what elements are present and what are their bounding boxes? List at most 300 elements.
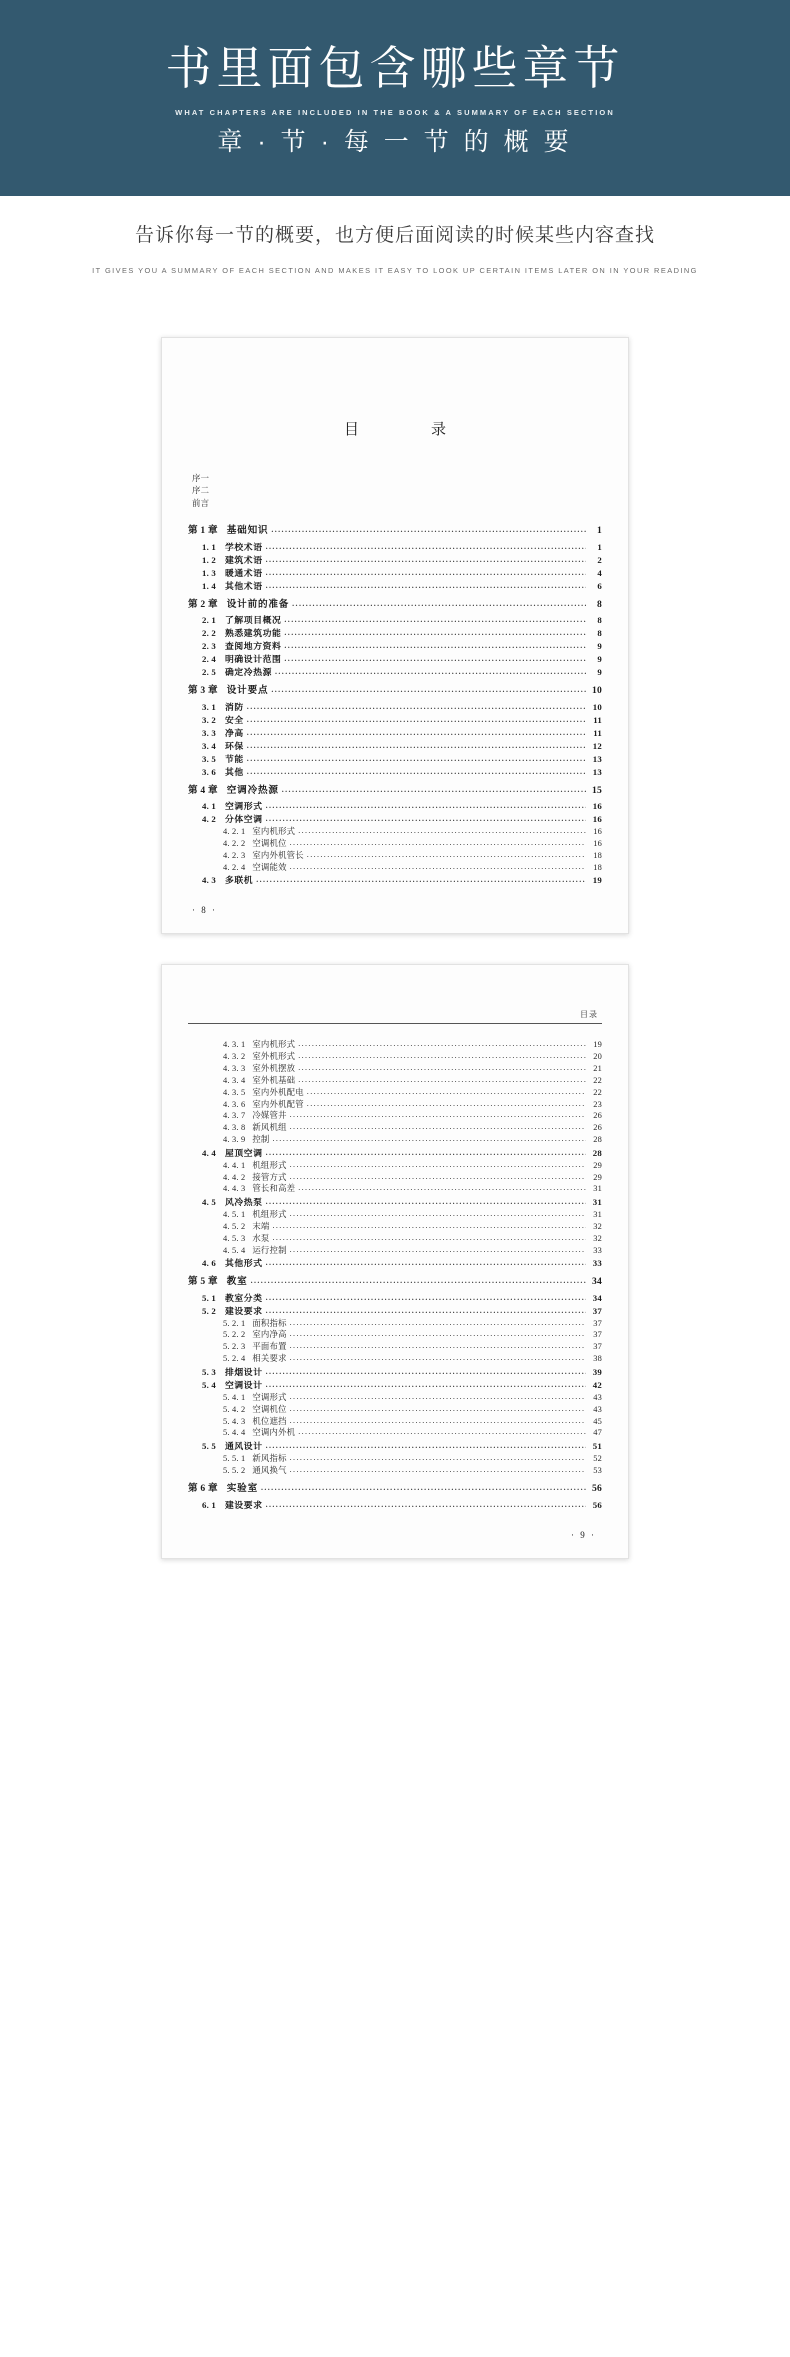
- toc-entry-list: [188, 1037, 602, 1513]
- toc-entry-chapter[interactable]: [188, 1484, 602, 1494]
- toc-entry-page-number: 11: [593, 714, 602, 725]
- toc-entry-page-number: 11: [593, 727, 602, 738]
- toc-entry-label: 教室: [226, 1275, 248, 1287]
- toc-entry-number: 4. 2. 4: [223, 863, 246, 873]
- toc-entry-label: 运行控制: [252, 1245, 287, 1255]
- toc-entry-section[interactable]: [188, 629, 602, 638]
- toc-leader-dots: [298, 1040, 586, 1048]
- toc-entry-page-number: 37: [593, 1318, 602, 1328]
- toc-entry-number: 5. 5. 1: [223, 1453, 246, 1463]
- toc-leader-dots: [271, 526, 586, 534]
- toc-entry-label: 节能: [225, 753, 244, 764]
- toc-entry-sub[interactable]: [188, 1124, 602, 1132]
- toc-entry-page-number: 12: [592, 740, 602, 751]
- toc-entry-label: 空调形式: [225, 801, 263, 812]
- toc-entry-sub[interactable]: [188, 828, 602, 836]
- toc-leader-dots: [266, 1149, 586, 1157]
- toc-entry-sub[interactable]: [188, 1406, 602, 1414]
- toc-entry-section[interactable]: [188, 815, 602, 824]
- toc-leader-dots: [298, 1428, 586, 1436]
- toc-leader-dots: [266, 1259, 586, 1267]
- toc-entry-label: 空调能效: [252, 863, 287, 873]
- toc-entry-label: 查阅地方资料: [225, 641, 282, 652]
- toc-leader-dots: [298, 1052, 586, 1060]
- toc-entry-label: 室内净高: [252, 1330, 287, 1340]
- hero-title: 书里面包含哪些章节: [165, 42, 625, 94]
- toc-entry-sub[interactable]: [188, 1343, 602, 1351]
- toc-entry-label: 教室分类: [225, 1292, 263, 1303]
- toc-entry-page-number: 52: [593, 1453, 602, 1463]
- toc-entry-number: 1. 2: [202, 554, 216, 565]
- running-header-rule: [188, 1023, 602, 1024]
- toc-entry-page-number: 33: [593, 1245, 602, 1255]
- toc-leader-dots: [298, 1184, 586, 1192]
- toc-entry-page-number: 45: [593, 1416, 602, 1426]
- toc-leader-dots: [290, 1123, 586, 1131]
- toc-entry-page-number: 26: [593, 1111, 602, 1121]
- toc-entry-page-number: 10: [592, 701, 602, 712]
- toc-entry-label: 机位遮挡: [252, 1416, 287, 1426]
- toc-entry-page-number: 43: [593, 1404, 602, 1414]
- toc-leader-dots: [266, 556, 586, 564]
- toc-entry-page-number: 32: [593, 1221, 602, 1231]
- toc-entry-sub[interactable]: [188, 1112, 602, 1120]
- toc-entry-page-number: 15: [592, 784, 602, 796]
- toc-entry-page-number: 56: [592, 1499, 602, 1510]
- toc-leader-dots: [284, 642, 586, 650]
- toc-entry-section[interactable]: [188, 569, 602, 578]
- toc-entry-page-number: 31: [592, 1196, 602, 1207]
- toc-entry-label: 空调设计: [225, 1379, 263, 1390]
- toc-entry-page-number: 47: [593, 1428, 602, 1438]
- toc-entry-page-number: 23: [593, 1099, 602, 1109]
- toc-entry-number: 5. 2: [202, 1305, 216, 1316]
- toc-entry-page-number: 37: [593, 1342, 602, 1352]
- toc-entry-section[interactable]: [188, 616, 602, 625]
- toc-leader-dots: [290, 1319, 586, 1327]
- toc-entry-number: 4. 6: [202, 1257, 216, 1268]
- toc-entry-page-number: 20: [593, 1051, 602, 1061]
- toc-leader-dots: [266, 1442, 586, 1450]
- toc-leader-dots: [290, 1330, 586, 1338]
- toc-entry-number: 4. 5. 1: [223, 1209, 246, 1219]
- toc-entry-chapter[interactable]: [188, 686, 602, 696]
- toc-entry-page-number: 16: [592, 814, 602, 825]
- toc-entry-page-number: 19: [592, 875, 602, 886]
- toc-entry-label: 其他: [225, 766, 244, 777]
- toc-entry-number: 3. 3: [202, 727, 216, 738]
- toc-entry-sub[interactable]: [188, 1418, 602, 1426]
- toc-entry-number: 5. 5: [202, 1440, 216, 1451]
- toc-entry-sub[interactable]: [188, 1247, 602, 1255]
- toc-entry-number: 第 5 章: [188, 1275, 218, 1287]
- toc-entry-sub[interactable]: [188, 1455, 602, 1463]
- toc-leader-dots: [266, 1501, 586, 1509]
- toc-entry-number: 4. 2. 1: [223, 827, 246, 837]
- toc-leader-dots: [290, 1210, 586, 1218]
- toc-entry-sub[interactable]: [188, 1394, 602, 1402]
- toc-entry-number: 4. 2: [202, 814, 216, 825]
- toc-entry-page-number: 8: [597, 615, 602, 626]
- toc-entry-number: 3. 1: [202, 701, 216, 712]
- toc-entry-number: 5. 2. 2: [223, 1330, 246, 1340]
- toc-entry-sub[interactable]: [188, 1211, 602, 1219]
- toc-entry-number: 4. 3. 2: [223, 1051, 246, 1061]
- toc-entry-label: 分体空调: [225, 814, 263, 825]
- front-matter-item: 前言: [192, 499, 210, 509]
- toc-entry-section[interactable]: [188, 742, 602, 751]
- toc-leader-dots: [266, 1381, 586, 1389]
- toc-entry-page-number: 2: [597, 554, 602, 565]
- toc-entry-number: 2. 1: [202, 615, 216, 626]
- toc-entry-chapter[interactable]: [188, 600, 602, 610]
- toc-entry-sub[interactable]: [188, 840, 602, 848]
- toc-entry-sub[interactable]: [188, 864, 602, 872]
- toc-leader-dots: [266, 1368, 586, 1376]
- toc-entry-page-number: 19: [593, 1039, 602, 1049]
- toc-entry-number: 4. 3. 7: [223, 1111, 246, 1121]
- toc-entry-page-number: 26: [593, 1123, 602, 1133]
- toc-entry-label: 空调形式: [252, 1392, 287, 1402]
- toc-entry-label: 环保: [225, 740, 244, 751]
- toc-entry-sub[interactable]: [188, 1174, 602, 1182]
- toc-entry-label: 设计要点: [226, 685, 269, 697]
- toc-entry-page-number: 22: [593, 1087, 602, 1097]
- toc-entry-sub[interactable]: [188, 1429, 602, 1437]
- toc-entry-section[interactable]: [188, 1149, 602, 1158]
- front-matter-item: 序一: [192, 473, 210, 483]
- toc-entry-page-number: 10: [592, 685, 602, 697]
- hero-english-subtitle: WHAT CHAPTERS ARE INCLUDED IN THE BOOK & A SUMMARY OF EACH SECTION: [175, 107, 615, 117]
- toc-entry-label: 室内外机管长: [252, 851, 304, 861]
- toc-entry-page-number: 42: [592, 1379, 602, 1390]
- toc-leader-dots: [273, 1135, 587, 1143]
- toc-entry-chapter[interactable]: [188, 786, 602, 796]
- toc-entry-label: 暖通术语: [225, 567, 263, 578]
- toc-leader-dots: [290, 1246, 586, 1254]
- toc-entry-page-number: 53: [593, 1465, 602, 1475]
- toc-entry-page-number: 16: [593, 839, 602, 849]
- toc-entry-number: 4. 3. 4: [223, 1075, 246, 1085]
- toc-entry-section[interactable]: [188, 556, 602, 565]
- toc-entry-label: 空调机位: [252, 1404, 287, 1414]
- toc-entry-section[interactable]: [188, 1198, 602, 1207]
- toc-entry-page-number: 37: [592, 1305, 602, 1316]
- toc-entry-label: 通风换气: [252, 1465, 287, 1475]
- toc-entry-number: 第 1 章: [188, 524, 218, 536]
- toc-entry-page-number: 28: [593, 1135, 602, 1145]
- toc-entry-label: 空调内外机: [252, 1428, 296, 1438]
- page-title: 目 录: [343, 421, 460, 438]
- toc-entry-number: 4. 5. 2: [223, 1221, 246, 1231]
- toc-leader-dots: [292, 600, 586, 608]
- toc-entry-number: 第 2 章: [188, 598, 218, 610]
- toc-entry-page-number: 16: [593, 827, 602, 837]
- intro-section: [0, 196, 790, 309]
- front-matter-list: [188, 473, 602, 511]
- toc-entry-section[interactable]: [188, 1307, 602, 1316]
- toc-entry-section[interactable]: [188, 768, 602, 777]
- toc-entry-number: 第 3 章: [188, 685, 218, 697]
- toc-entry-number: 5. 2. 1: [223, 1318, 246, 1328]
- toc-entry-list: [188, 517, 602, 890]
- toc-entry-label: 相关要求: [252, 1354, 287, 1364]
- toc-entry-label: 安全: [225, 714, 244, 725]
- toc-leader-dots: [298, 1076, 586, 1084]
- toc-entry-page-number: 8: [597, 628, 602, 639]
- toc-leader-dots: [266, 802, 586, 810]
- toc-page-2: [161, 964, 629, 1558]
- toc-entry-sub[interactable]: [188, 1320, 602, 1328]
- toc-entry-label: 其他术语: [225, 580, 263, 591]
- toc-entry-label: 净高: [225, 727, 244, 738]
- toc-entry-number: 5. 5. 2: [223, 1465, 246, 1475]
- toc-leader-dots: [290, 1405, 586, 1413]
- toc-entry-label: 空调机位: [252, 839, 287, 849]
- toc-entry-label: 建设要求: [225, 1305, 263, 1316]
- hero-chinese-subtitle: 章 · 节 · 每 一 节 的 概 要: [217, 127, 573, 156]
- toc-entry-label: 确定冷热源: [225, 667, 272, 678]
- toc-leader-dots: [290, 1417, 586, 1425]
- toc-entry-number: 5. 4. 2: [223, 1404, 246, 1414]
- toc-entry-number: 4. 3: [202, 875, 216, 886]
- toc-leader-dots: [266, 1198, 586, 1206]
- page-folio: · 8 ·: [192, 905, 217, 916]
- toc-leader-dots: [290, 1466, 586, 1474]
- toc-entry-label: 熟悉建筑功能: [225, 628, 282, 639]
- toc-leader-dots: [284, 616, 586, 624]
- toc-entry-label: 其他形式: [225, 1257, 263, 1268]
- toc-entry-label: 屋顶空调: [225, 1147, 263, 1158]
- toc-entry-page-number: 8: [597, 598, 602, 610]
- toc-entry-chapter[interactable]: [188, 1277, 602, 1287]
- toc-entry-section[interactable]: [188, 1501, 602, 1510]
- toc-entry-number: 1. 4: [202, 580, 216, 591]
- toc-entry-label: 设计前的准备: [226, 598, 290, 610]
- toc-leader-dots: [247, 742, 586, 750]
- toc-entry-label: 末端: [252, 1221, 270, 1231]
- toc-entry-section[interactable]: [188, 1442, 602, 1451]
- toc-leader-dots: [247, 729, 586, 737]
- toc-entry-page-number: 9: [597, 641, 602, 652]
- toc-entry-label: 建设要求: [225, 1499, 263, 1510]
- toc-leader-dots: [266, 1307, 586, 1315]
- toc-entry-label: 接管方式: [252, 1172, 287, 1182]
- toc-leader-dots: [290, 863, 586, 871]
- toc-entry-sub[interactable]: [188, 1355, 602, 1363]
- toc-leader-dots: [266, 569, 586, 577]
- toc-entry-label: 水泵: [252, 1233, 270, 1243]
- toc-entry-page-number: 31: [593, 1209, 602, 1219]
- toc-entry-sub[interactable]: [188, 1053, 602, 1061]
- toc-entry-page-number: 31: [593, 1184, 602, 1194]
- toc-entry-page-number: 9: [597, 654, 602, 665]
- toc-leader-dots: [298, 1064, 586, 1072]
- toc-entry-section[interactable]: [188, 716, 602, 725]
- toc-entry-label: 室外机形式: [252, 1051, 296, 1061]
- toc-entry-label: 通风设计: [225, 1440, 263, 1451]
- toc-entry-label: 风冷热泵: [225, 1196, 263, 1207]
- toc-entry-number: 2. 4: [202, 654, 216, 665]
- toc-entry-page-number: 6: [597, 580, 602, 591]
- toc-entry-page-number: 1: [597, 541, 602, 552]
- toc-entry-section[interactable]: [188, 642, 602, 651]
- toc-entry-number: 4. 3. 9: [223, 1135, 246, 1145]
- toc-entry-page-number: 37: [593, 1330, 602, 1340]
- hero-banner: [0, 0, 790, 196]
- toc-entry-page-number: 38: [593, 1354, 602, 1364]
- toc-entry-page-number: 18: [593, 863, 602, 873]
- toc-leader-dots: [251, 1277, 586, 1285]
- toc-entry-label: 控制: [252, 1135, 270, 1145]
- toc-entry-chapter[interactable]: [188, 526, 602, 536]
- toc-entry-section[interactable]: [188, 729, 602, 738]
- toc-entry-page-number: 51: [592, 1440, 602, 1451]
- page-folio: · 9 ·: [571, 1529, 596, 1540]
- toc-entry-number: 4. 3. 1: [223, 1039, 246, 1049]
- toc-entry-page-number: 16: [592, 801, 602, 812]
- toc-entry-number: 4. 2. 2: [223, 839, 246, 849]
- toc-entry-page-number: 34: [592, 1292, 602, 1303]
- toc-entry-label: 室内外机配管: [252, 1099, 304, 1109]
- toc-entry-sub[interactable]: [188, 1162, 602, 1170]
- toc-entry-number: 5. 4. 4: [223, 1428, 246, 1438]
- toc-entry-label: 了解项目概况: [225, 615, 282, 626]
- toc-entry-number: 2. 2: [202, 628, 216, 639]
- toc-entry-section[interactable]: [188, 1294, 602, 1303]
- toc-entry-number: 4. 3. 3: [223, 1063, 246, 1073]
- front-matter-item: 序二: [192, 486, 210, 496]
- toc-entry-sub[interactable]: [188, 1235, 602, 1243]
- toc-entry-label: 消防: [225, 701, 244, 712]
- toc-entry-number: 1. 3: [202, 567, 216, 578]
- toc-entry-section[interactable]: [188, 1259, 602, 1268]
- toc-entry-section[interactable]: [188, 802, 602, 811]
- toc-entry-sub[interactable]: [188, 1065, 602, 1073]
- intro-english-text: IT GIVES YOU A SUMMARY OF EACH SECTION AND MAKES IT EASY TO LOOK UP CERTAIN ITEMS LATER ON IN YOUR READING: [92, 265, 698, 275]
- toc-entry-page-number: 34: [592, 1275, 602, 1287]
- toc-leader-dots: [307, 1088, 586, 1096]
- toc-entry-sub[interactable]: [188, 1041, 602, 1049]
- toc-entry-sub[interactable]: [188, 1089, 602, 1097]
- toc-entry-section[interactable]: [188, 755, 602, 764]
- toc-leader-dots: [261, 1484, 586, 1492]
- toc-entry-number: 3. 6: [202, 766, 216, 777]
- toc-entry-sub[interactable]: [188, 1185, 602, 1193]
- toc-entry-label: 室外机摆放: [252, 1063, 296, 1073]
- toc-entry-label: 平面布置: [252, 1342, 287, 1352]
- toc-leader-dots: [290, 1111, 586, 1119]
- toc-leader-dots: [266, 543, 586, 551]
- toc-leader-dots: [290, 839, 586, 847]
- toc-page-1: [161, 337, 629, 935]
- toc-entry-label: 室内外机配电: [252, 1087, 304, 1097]
- toc-leader-dots: [290, 1173, 586, 1181]
- toc-entry-page-number: 1: [597, 524, 602, 536]
- toc-entry-label: 排烟设计: [225, 1366, 263, 1377]
- toc-entry-page-number: 32: [593, 1233, 602, 1243]
- toc-entry-section[interactable]: [188, 1381, 602, 1390]
- toc-leader-dots: [307, 1100, 586, 1108]
- toc-entry-number: 4. 5. 3: [223, 1233, 246, 1243]
- toc-entry-label: 实验室: [226, 1483, 258, 1495]
- toc-leader-dots: [271, 686, 586, 694]
- toc-entry-page-number: 18: [593, 851, 602, 861]
- toc-leader-dots: [247, 716, 586, 724]
- toc-entry-section[interactable]: [188, 876, 602, 885]
- toc-entry-number: 4. 5. 4: [223, 1245, 246, 1255]
- toc-entry-section[interactable]: [188, 655, 602, 664]
- toc-leader-dots: [247, 755, 586, 763]
- toc-leader-dots: [275, 668, 586, 676]
- toc-entry-number: 3. 5: [202, 753, 216, 764]
- toc-entry-number: 3. 4: [202, 740, 216, 751]
- toc-entry-sub[interactable]: [188, 1136, 602, 1144]
- toc-entry-section[interactable]: [188, 1368, 602, 1377]
- toc-entry-page-number: 13: [592, 753, 602, 764]
- toc-entry-label: 学校术语: [225, 541, 263, 552]
- toc-entry-sub[interactable]: [188, 1101, 602, 1109]
- toc-leader-dots: [284, 629, 586, 637]
- toc-entry-number: 5. 4: [202, 1379, 216, 1390]
- toc-leader-dots: [247, 768, 586, 776]
- toc-entry-label: 机组形式: [252, 1160, 287, 1170]
- toc-entry-sub[interactable]: [188, 1331, 602, 1339]
- toc-entry-number: 4. 3. 6: [223, 1099, 246, 1109]
- toc-entry-sub[interactable]: [188, 1077, 602, 1085]
- toc-leader-dots: [284, 655, 586, 663]
- toc-entry-page-number: 39: [592, 1366, 602, 1377]
- toc-leader-dots: [290, 1161, 586, 1169]
- toc-entry-label: 机组形式: [252, 1209, 287, 1219]
- toc-entry-number: 4. 4. 2: [223, 1172, 246, 1182]
- toc-entry-number: 4. 1: [202, 801, 216, 812]
- toc-entry-sub[interactable]: [188, 852, 602, 860]
- toc-entry-number: 1. 1: [202, 541, 216, 552]
- toc-entry-number: 4. 3. 5: [223, 1087, 246, 1097]
- running-header: 目录: [580, 1010, 598, 1020]
- toc-entry-number: 5. 3: [202, 1366, 216, 1377]
- toc-entry-label: 室内机形式: [252, 1039, 296, 1049]
- toc-entry-page-number: 56: [592, 1483, 602, 1495]
- toc-entry-section[interactable]: [188, 668, 602, 677]
- toc-entry-page-number: 29: [593, 1160, 602, 1170]
- toc-entry-page-number: 21: [593, 1063, 602, 1073]
- toc-entry-sub[interactable]: [188, 1467, 602, 1475]
- toc-entry-page-number: 13: [592, 766, 602, 777]
- toc-leader-dots: [290, 1342, 586, 1350]
- toc-entry-number: 2. 3: [202, 641, 216, 652]
- toc-entry-label: 建筑术语: [225, 554, 263, 565]
- toc-entry-section[interactable]: [188, 582, 602, 591]
- toc-entry-page-number: 22: [593, 1075, 602, 1085]
- toc-entry-number: 5. 2. 3: [223, 1342, 246, 1352]
- toc-entry-number: 4. 5: [202, 1196, 216, 1207]
- toc-entry-label: 多联机: [225, 875, 254, 886]
- toc-entry-section[interactable]: [188, 703, 602, 712]
- toc-entry-number: 5. 4. 1: [223, 1392, 246, 1402]
- page-sheets-container: [0, 309, 790, 1629]
- toc-entry-label: 基础知识: [226, 524, 269, 536]
- toc-leader-dots: [266, 1294, 586, 1302]
- toc-entry-page-number: 43: [593, 1392, 602, 1402]
- toc-entry-sub[interactable]: [188, 1223, 602, 1231]
- toc-entry-label: 新风机组: [252, 1123, 287, 1133]
- toc-entry-section[interactable]: [188, 543, 602, 552]
- toc-leader-dots: [290, 1354, 586, 1362]
- toc-entry-number: 3. 2: [202, 714, 216, 725]
- toc-entry-label: 明确设计范围: [225, 654, 282, 665]
